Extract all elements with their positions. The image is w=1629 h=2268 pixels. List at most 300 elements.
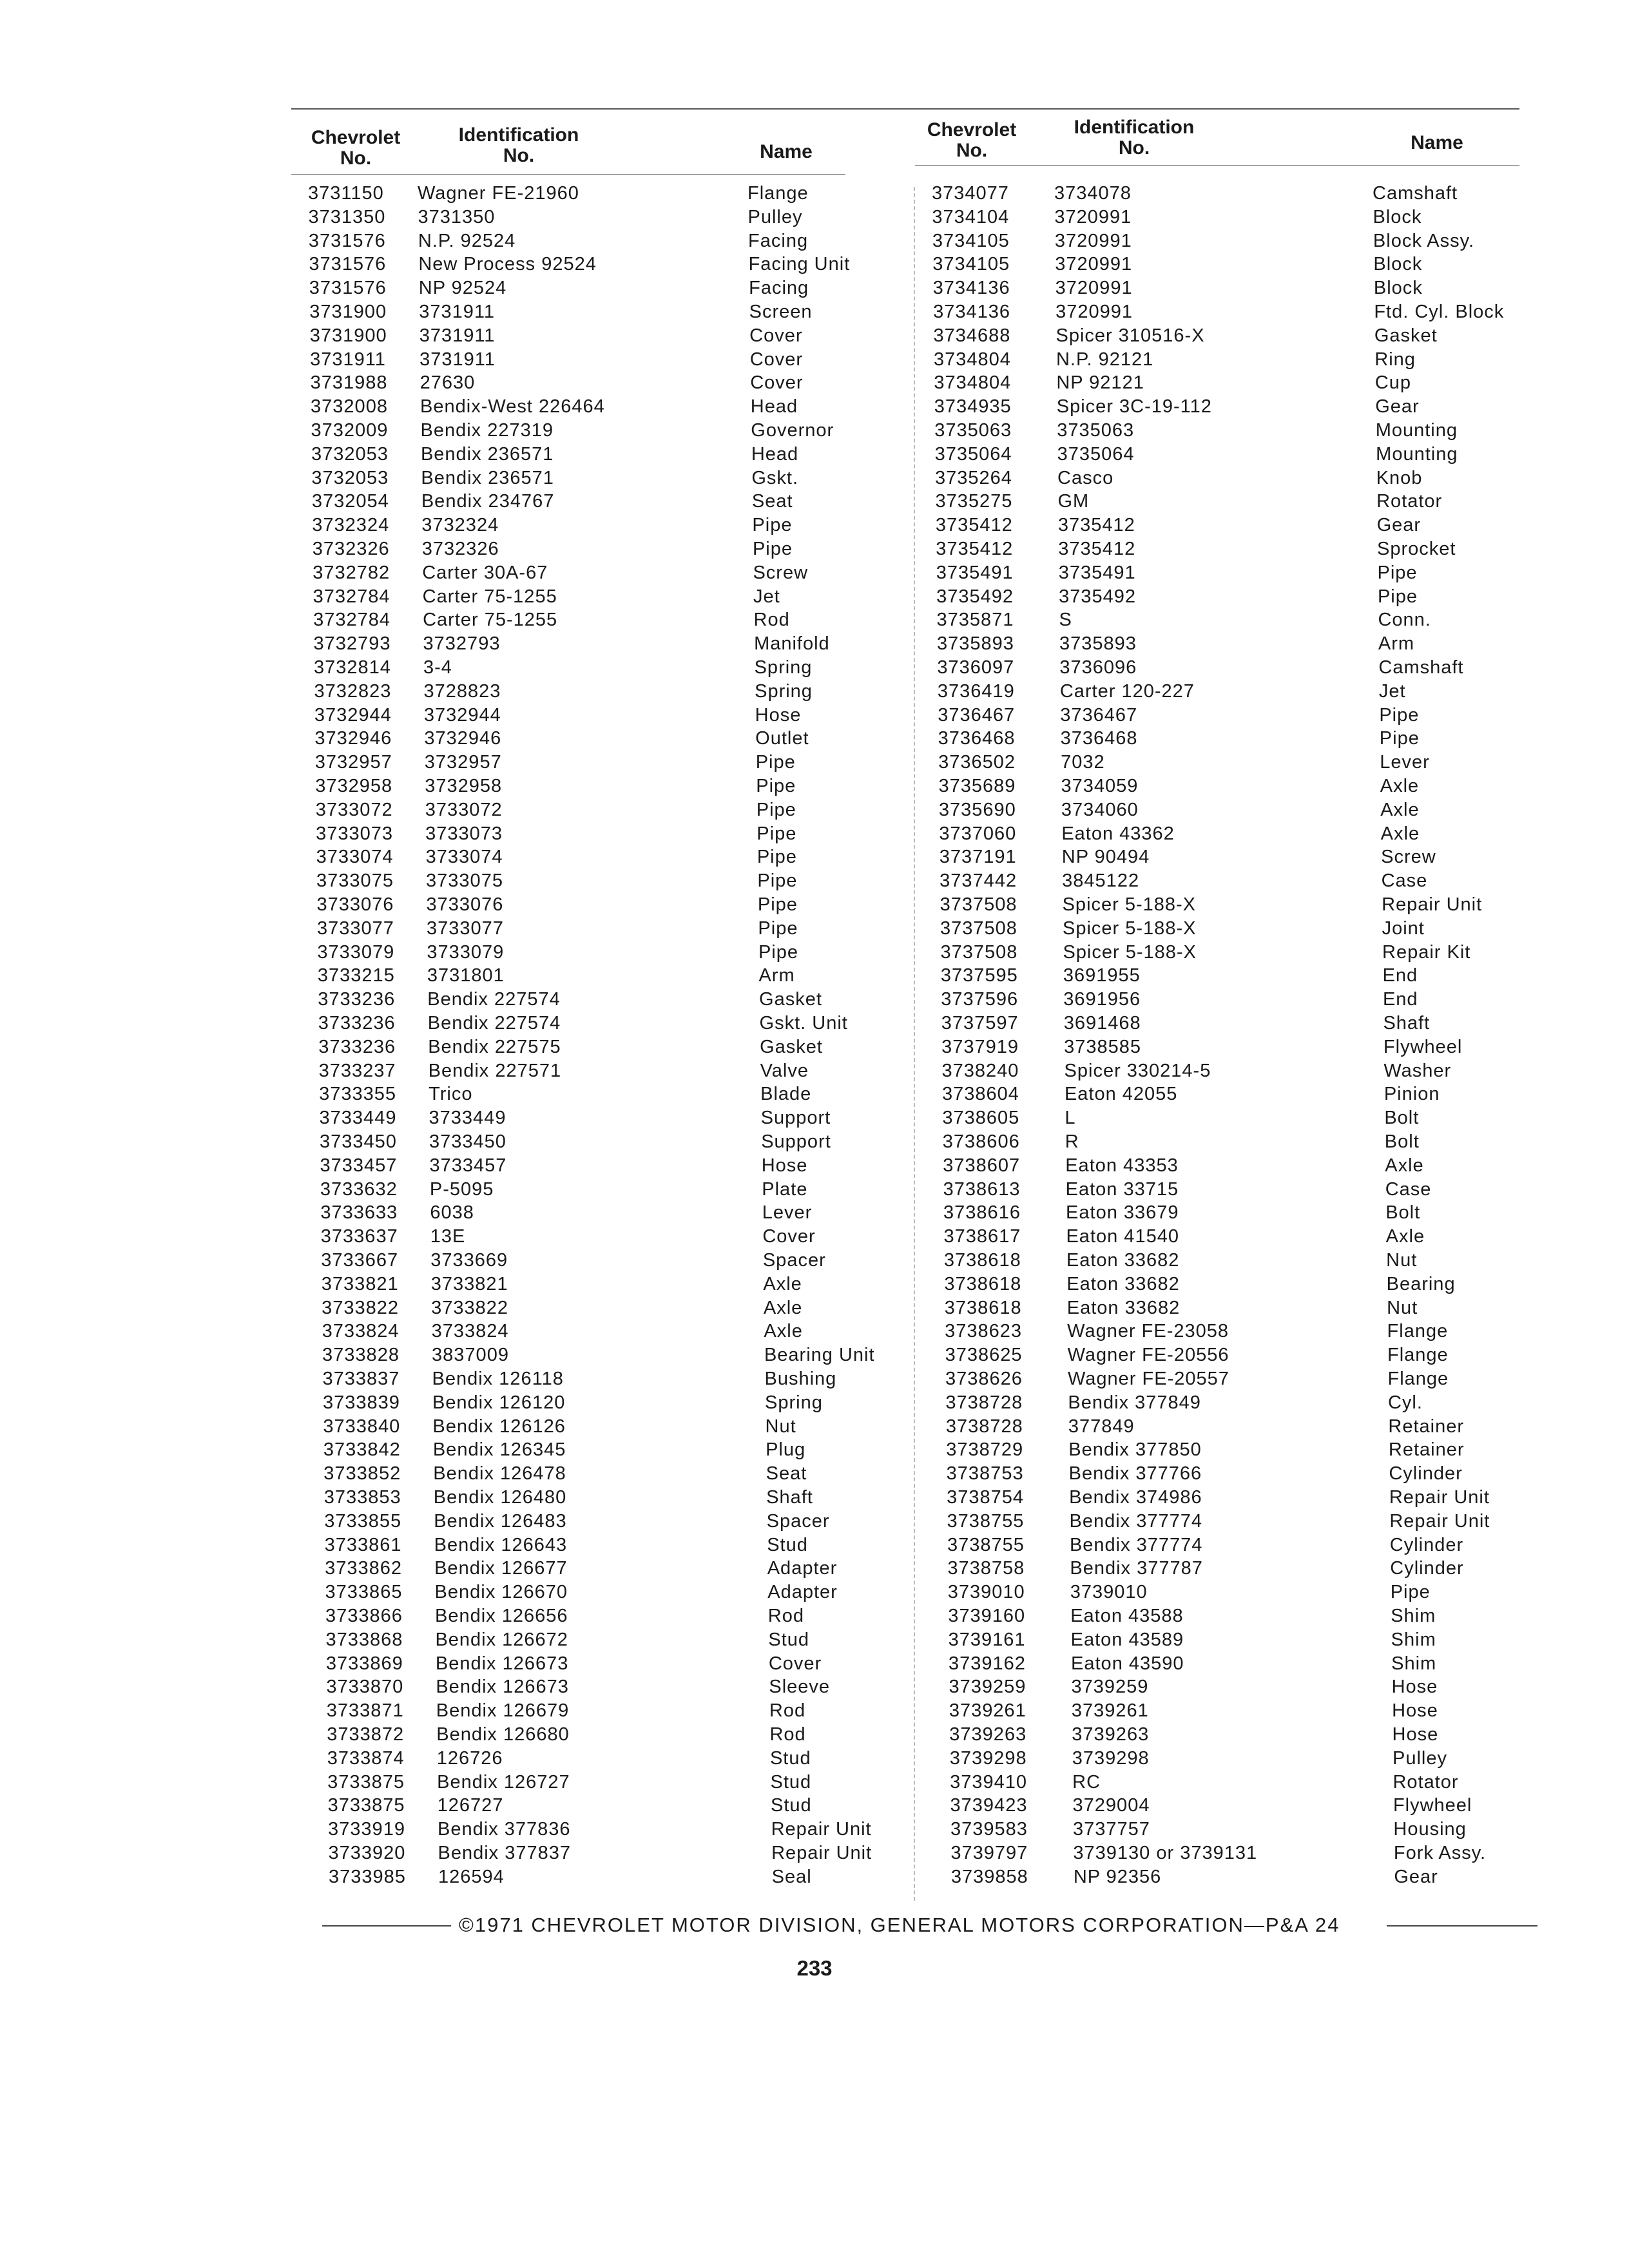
cell-chev-no: 3733073 [316,823,394,844]
table-row [311,395,891,419]
table-row [945,1343,1525,1367]
table-row [936,561,1516,585]
cell-name: Pipe [757,894,798,915]
table-row [947,1510,1527,1533]
cell-ident-no: 3733079 [427,941,505,963]
right-header-name: Name [1411,132,1463,153]
cell-ident-no: Bendix 377849 [1068,1392,1201,1413]
table-row [310,348,890,372]
cell-chev-no: 3738755 [947,1510,1025,1532]
cell-name: Camshaft [1373,183,1458,204]
cell-chev-no: 3733865 [325,1582,403,1603]
cell-ident-no: 3731350 [418,206,496,227]
cell-chev-no: 3738616 [943,1202,1021,1224]
cell-name: Repair Kit [1382,941,1471,963]
cell-chev-no: 3736502 [938,752,1016,773]
cell-name: Facing [748,230,809,251]
table-row [314,727,894,751]
table-row [320,1106,900,1130]
cell-chev-no: 3732324 [312,515,390,536]
cell-ident-no: 3734078 [1054,183,1132,204]
table-row [328,1818,908,1841]
cell-chev-no: 3738728 [945,1416,1023,1437]
table-row [943,1154,1523,1178]
cell-name: Conn. [1378,610,1431,631]
table-row [317,917,897,941]
table-row [323,1462,903,1486]
cell-chev-no: 3739858 [950,1866,1028,1887]
table-row [935,466,1515,490]
table-row [934,324,1514,348]
table-row [934,348,1514,372]
cell-name: Screw [1381,847,1436,868]
cell-ident-no: 3739263 [1072,1724,1150,1745]
cell-name: Shaft [1383,1013,1431,1033]
cell-ident-no: 3735412 [1058,539,1136,559]
cell-chev-no: 3733667 [321,1250,399,1271]
header-underline-left [291,174,845,175]
cell-chev-no: 3734688 [933,325,1011,346]
cell-ident-no: Eaton 33715 [1065,1178,1179,1200]
cell-ident-no: Spicer 5-188-X [1063,941,1197,963]
cell-name: Axle [764,1321,803,1342]
cell-ident-no: Bendix 126656 [435,1606,568,1626]
cell-chev-no: 3733828 [322,1345,400,1366]
cell-name: Nut [1387,1297,1418,1318]
cell-name: Plate [762,1178,808,1200]
cell-name: Spring [754,657,813,678]
table-row [321,1225,901,1249]
cell-chev-no: 3734804 [933,349,1011,370]
cell-name: Shim [1391,1653,1437,1674]
cell-ident-no: 3733450 [429,1131,506,1152]
cell-chev-no: 3734136 [933,302,1010,322]
cell-name: Gear [1375,396,1420,418]
cell-chev-no: 3732054 [311,491,389,512]
table-row [318,988,898,1012]
cell-ident-no: 3739261 [1071,1700,1149,1722]
cell-chev-no: 3734136 [932,278,1010,299]
cell-name: Bearing [1386,1273,1456,1294]
cell-chev-no: 3733075 [316,870,394,892]
cell-name: Pipe [756,799,796,820]
cell-name: End [1382,989,1418,1010]
right-header-ident-no-1: Identification [1074,117,1195,138]
cell-name: Pipe [757,870,798,892]
cell-chev-no: 3739298 [949,1747,1027,1769]
table-row [949,1652,1528,1676]
cell-name: Facing Unit [748,254,851,275]
cell-name: Stud [768,1629,809,1650]
cell-ident-no: N.P. 92121 [1055,349,1154,370]
cell-ident-no: Bendix 126480 [433,1487,567,1508]
table-row [940,869,1519,893]
table-row [327,1699,907,1723]
cell-chev-no: 3731576 [309,278,387,299]
cell-name: Cover [762,1226,816,1247]
cell-name: Rod [769,1700,806,1722]
right-header-chev-no [907,120,1036,161]
cell-ident-no: Bendix 126672 [435,1629,568,1650]
cell-chev-no: 3732946 [314,728,392,749]
cell-ident-no: 3733072 [425,799,503,820]
table-row [315,751,895,774]
cell-chev-no: 3733919 [328,1819,405,1840]
table-row [316,845,896,869]
cell-chev-no: 3733853 [323,1487,401,1508]
cell-chev-no: 3733355 [319,1084,396,1105]
cell-ident-no: 3735063 [1057,420,1135,441]
cell-ident-no: 3733077 [426,918,504,939]
table-row [309,300,889,324]
table-row [941,1035,1521,1059]
cell-name: Cylinder [1389,1534,1464,1555]
cell-name: Hose [1392,1700,1438,1722]
cell-ident-no: Bendix 126118 [432,1369,564,1389]
cell-ident-no: 126726 [436,1747,503,1769]
cell-name: Camshaft [1378,657,1464,678]
cell-name: Flange [1387,1321,1449,1342]
table-row [311,419,891,443]
table-row [323,1415,903,1439]
table-row [937,656,1517,680]
cell-ident-no: Eaton 33682 [1066,1273,1180,1294]
cell-ident-no: 3738585 [1064,1036,1142,1057]
cell-ident-no: 3732944 [423,704,501,726]
cell-name: Spring [765,1392,823,1413]
cell-ident-no: 3733075 [426,870,503,892]
cell-name: Gskt. [751,467,799,488]
cell-chev-no: 3737191 [939,847,1017,868]
cell-chev-no: 3733920 [328,1843,406,1863]
cell-name: Outlet [755,728,809,749]
table-row [322,1320,902,1343]
cell-ident-no: Eaton 42055 [1064,1084,1178,1105]
cell-chev-no: 3738728 [945,1392,1023,1413]
cell-name: Repair Unit [1382,894,1483,915]
cell-chev-no: 3739162 [949,1653,1026,1674]
cell-name: Flange [1387,1345,1449,1366]
cell-chev-no: 3733868 [325,1629,403,1650]
cell-chev-no: 3731576 [308,230,386,251]
table-row [320,1154,900,1178]
cell-name: Hose [1392,1724,1439,1745]
cell-ident-no: 3733073 [425,823,503,844]
cell-chev-no: 3732944 [314,704,392,726]
table-row [942,1082,1522,1106]
cell-chev-no: 3734804 [934,372,1012,394]
cell-name: Screw [753,562,809,583]
table-row [947,1533,1527,1557]
cell-chev-no: 3733840 [323,1416,401,1437]
left-header-chev-no-2: No. [340,148,372,169]
table-row [947,1462,1527,1486]
cell-chev-no: 3735491 [936,562,1014,583]
cell-chev-no: 3733637 [320,1226,398,1247]
cell-name: Pipe [755,752,796,773]
table-row [943,1201,1523,1225]
cell-chev-no: 3739797 [950,1843,1028,1863]
cell-chev-no: 3738613 [943,1178,1021,1200]
table-row [932,206,1512,229]
cell-chev-no: 3732823 [314,680,392,702]
table-row [939,798,1519,822]
cell-name: Jet [1378,680,1406,702]
cell-name: Mounting [1376,443,1458,465]
table-row [935,443,1515,466]
table-row [326,1652,906,1676]
cell-name: Axle [1385,1155,1424,1176]
cell-name: Stud [770,1771,812,1792]
cell-ident-no: 3733821 [430,1273,508,1294]
cell-chev-no: 3738618 [943,1250,1021,1271]
cell-ident-no: P-5095 [429,1178,494,1200]
cell-chev-no: 3733074 [316,847,394,868]
cell-chev-no: 3734104 [932,206,1010,227]
cell-ident-no: Bendix 377787 [1070,1558,1203,1579]
table-row [949,1628,1528,1652]
cell-name: Cylinder [1390,1558,1464,1579]
table-row [946,1415,1526,1439]
cell-ident-no: 3732957 [424,752,502,773]
cell-chev-no: 3732053 [311,467,389,488]
cell-ident-no: Carter 75-1255 [422,586,557,607]
table-row [933,300,1513,324]
cell-name: Manifold [754,633,830,655]
cell-name: Governor [751,420,834,441]
left-header-ident-no-2: No. [503,145,535,166]
cell-ident-no: Bendix 377850 [1068,1439,1202,1461]
table-row [311,443,891,466]
cell-ident-no: Spicer 310516-X [1055,325,1205,346]
cell-name: Arm [1378,633,1415,655]
cell-chev-no: 3733872 [327,1724,405,1745]
cell-name: Gasket [1374,325,1438,346]
cell-name: Axle [1380,776,1420,796]
cell-name: Cover [768,1653,822,1674]
cell-name: Cylinder [1389,1463,1463,1485]
header-underline-right [915,165,1519,166]
footer [0,1912,1629,1938]
cell-chev-no: 3733821 [321,1273,399,1294]
cell-name: Spacer [762,1250,826,1271]
cell-name: Hose [1391,1677,1438,1698]
cell-chev-no: 3736097 [937,657,1015,678]
cell-ident-no: Bendix 227575 [428,1036,561,1057]
cell-name: Repair Unit [771,1843,872,1863]
cell-name: Joint [1382,918,1425,939]
cell-ident-no: 3720991 [1055,254,1133,275]
table-row [945,1391,1525,1415]
cell-ident-no: N.P. 92524 [418,230,516,251]
cell-ident-no: 126727 [437,1795,504,1816]
cell-chev-no: 3738604 [941,1084,1019,1105]
cell-name: Axle [1385,1226,1425,1247]
cell-ident-no: Spicer 5-188-X [1063,918,1197,939]
cell-name: Pulley [747,206,803,227]
cell-name: Flange [1387,1369,1449,1389]
cell-name: Repair Unit [1389,1510,1490,1532]
table-row [313,585,893,609]
footer-copyright: ©1971 CHEVROLET MOTOR DIVISION, GENERAL MOTORS CORPORATION—P&A 24 [459,1914,1340,1936]
cell-chev-no: 3731576 [309,254,387,275]
table-row [309,229,889,253]
cell-name: Block [1373,278,1423,299]
table-row [313,537,892,561]
cell-ident-no: 3732326 [421,539,499,559]
right-header-ident-no [1037,117,1231,159]
cell-ident-no: 3691956 [1063,989,1141,1010]
cell-name: Ftd. Cyl. Block [1374,302,1505,322]
cell-ident-no: Bendix 126680 [436,1724,570,1745]
cell-chev-no: 3738625 [945,1345,1023,1366]
cell-ident-no: 3731911 [419,349,496,370]
left-header-chev-no [291,128,420,169]
cell-name: Pulley [1393,1747,1448,1769]
cell-name: Lever [762,1202,813,1224]
cell-ident-no: Eaton 43362 [1061,823,1175,844]
cell-ident-no: New Process 92524 [418,254,597,275]
cell-ident-no: Bendix 377774 [1069,1510,1203,1532]
cell-name: Shim [1391,1606,1436,1626]
cell-chev-no: 3735689 [938,776,1016,796]
table-row [324,1510,904,1533]
cell-chev-no: 3732958 [315,776,393,796]
cell-chev-no: 3733985 [328,1866,406,1887]
table-row [310,324,890,348]
table-row [314,632,894,656]
cell-name: Support [761,1131,831,1152]
cell-name: Gasket [760,1036,823,1057]
table-row [944,1249,1524,1273]
table-row [936,514,1516,537]
cell-ident-no: GM [1057,491,1090,512]
cell-name: Bolt [1385,1202,1421,1224]
cell-ident-no: NP 92356 [1073,1866,1162,1887]
cell-ident-no: Bendix 126677 [434,1558,568,1579]
cell-name: Pipe [1390,1582,1431,1603]
cell-ident-no: Carter 75-1255 [423,610,558,631]
cell-chev-no: 3732784 [313,610,390,631]
cell-chev-no: 3733861 [324,1534,402,1555]
cell-chev-no: 3734105 [932,254,1010,275]
table-row [950,1771,1530,1794]
cell-name: Repair Unit [1389,1487,1490,1508]
cell-name: Case [1385,1178,1432,1200]
cell-name: Flywheel [1393,1795,1472,1816]
cell-chev-no: 3733632 [320,1178,398,1200]
cell-chev-no: 3735690 [938,799,1016,820]
cell-chev-no: 3738617 [943,1226,1021,1247]
cell-chev-no: 3739583 [950,1819,1028,1840]
cell-ident-no: 3837009 [432,1345,509,1366]
cell-name: Case [1381,870,1428,892]
table-row [325,1628,905,1652]
cell-name: Valve [760,1060,809,1081]
cell-name: Block [1373,206,1422,227]
top-rule [291,108,1519,110]
cell-chev-no: 3733875 [327,1771,405,1792]
cell-chev-no: 3737597 [941,1013,1019,1033]
cell-chev-no: 3734935 [934,396,1012,418]
table-row [315,774,895,798]
table-row [325,1581,905,1604]
cell-ident-no: 13E [430,1226,466,1247]
cell-ident-no: Bendix 377836 [438,1819,571,1840]
cell-chev-no: 3737508 [940,918,1017,939]
table-row [948,1581,1528,1604]
cell-ident-no: 3737757 [1072,1819,1150,1840]
table-row [319,1059,899,1083]
cell-name: Facing [749,278,809,299]
cell-chev-no: 3733869 [325,1653,403,1674]
cell-ident-no: Eaton 41540 [1066,1226,1179,1247]
cell-chev-no: 3737595 [940,965,1018,986]
cell-name: Hose [755,704,802,726]
cell-name: Bolt [1384,1131,1420,1152]
table-row [949,1699,1529,1723]
cell-ident-no: 3720991 [1055,278,1133,299]
cell-name: Head [751,443,799,465]
cell-ident-no: Bendix 374986 [1069,1487,1202,1508]
table-row [945,1367,1525,1391]
cell-name: Arm [758,965,795,986]
cell-ident-no: Bendix 377766 [1068,1463,1202,1485]
table-row [947,1486,1527,1510]
table-row [932,182,1512,206]
cell-chev-no: 3737060 [939,823,1017,844]
cell-ident-no: 3-4 [423,657,452,678]
cell-chev-no: 3735063 [934,420,1012,441]
table-row [323,1438,903,1462]
cell-ident-no: 3731911 [419,325,496,346]
cell-chev-no: 3731900 [309,302,387,322]
table-row [935,490,1515,514]
table-row [948,1604,1528,1628]
cell-chev-no: 3733215 [317,965,395,986]
table-row [949,1675,1528,1699]
cell-ident-no: Bendix 126673 [436,1677,569,1698]
cell-ident-no: Bendix 126643 [434,1534,568,1555]
table-row [314,656,894,680]
table-row [937,632,1517,656]
cell-chev-no: 3733874 [327,1747,405,1769]
cell-ident-no: Bendix 126727 [437,1771,570,1792]
cell-name: Spacer [766,1510,830,1532]
table-row [943,1130,1523,1154]
cell-chev-no: 3739160 [948,1606,1026,1626]
table-row [322,1296,901,1320]
cell-name: Cover [749,325,803,346]
cell-name: Retainer [1388,1416,1465,1437]
cell-ident-no: 3735064 [1057,443,1135,465]
table-row [308,182,888,206]
table-row [934,419,1514,443]
cell-name: Screen [749,302,813,322]
cell-chev-no: 3738618 [944,1297,1022,1318]
cell-ident-no: 3691955 [1063,965,1141,986]
cell-ident-no: Spicer 3C-19-112 [1056,396,1212,418]
table-row [950,1841,1530,1865]
cell-name: Rod [753,610,790,631]
cell-chev-no: 3733072 [315,799,393,820]
cell-name: Block Assy. [1373,230,1475,251]
cell-name: Nut [765,1416,796,1437]
cell-chev-no: 3736467 [938,704,1016,726]
table-row [320,1201,900,1225]
cell-chev-no: 3737596 [941,989,1019,1010]
cell-ident-no: 3731911 [419,302,495,322]
